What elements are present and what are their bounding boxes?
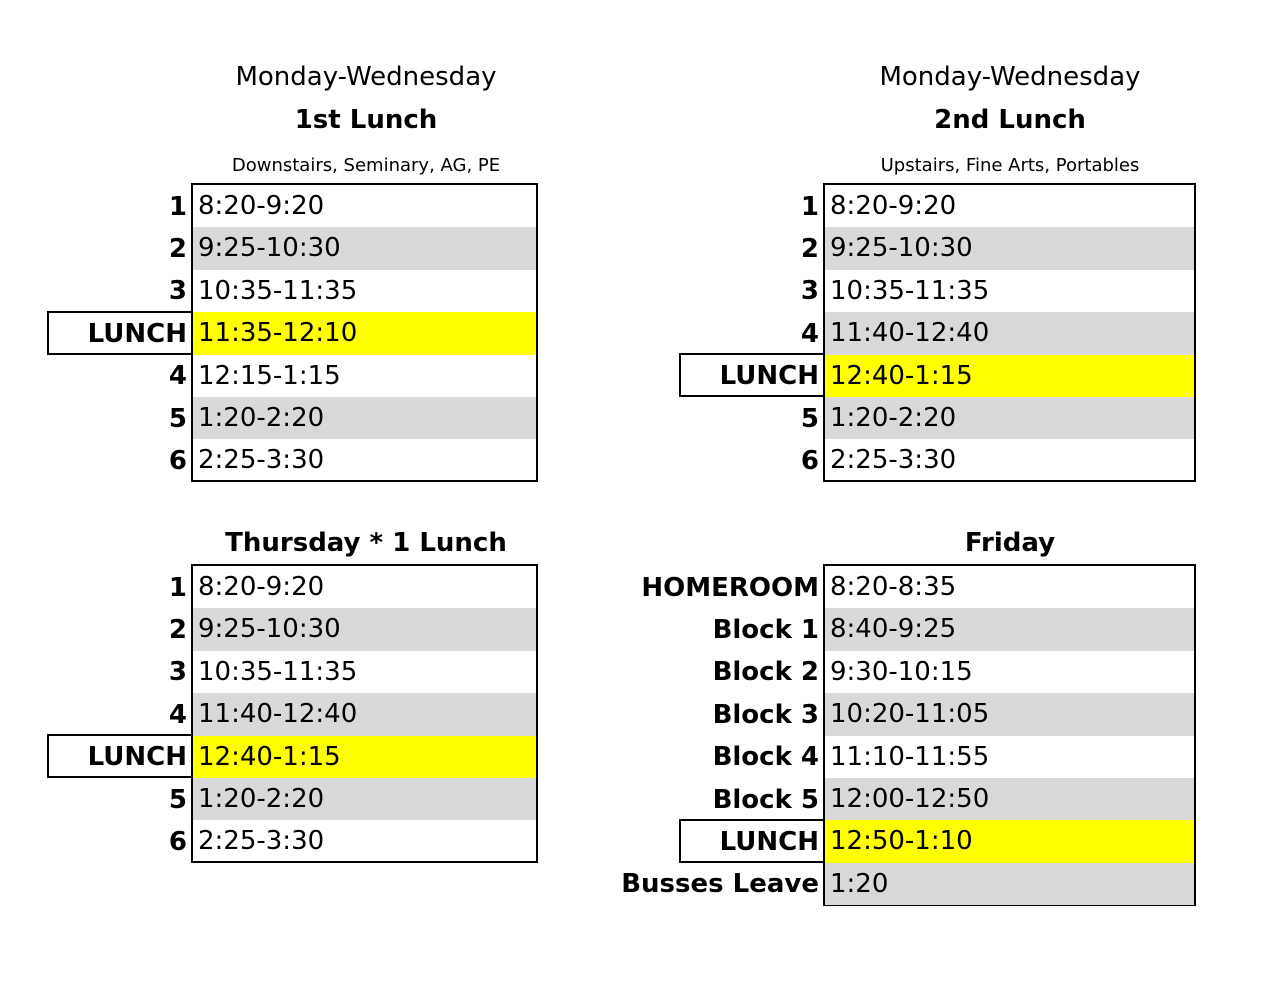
time-table xyxy=(191,564,538,863)
lunch-time-cell: 12:50-1:10 xyxy=(825,820,1194,862)
time-cell: 11:40-12:40 xyxy=(825,312,1194,354)
lunch-time-cell: 12:40-1:15 xyxy=(193,736,536,778)
time-cell: 12:00-12:50 xyxy=(825,778,1194,820)
time-cell: 8:40-9:25 xyxy=(825,608,1194,650)
period-label: 2 xyxy=(168,233,187,264)
period-label: Block 2 xyxy=(712,657,819,688)
time-table xyxy=(823,564,1196,906)
time-cell: 10:20-11:05 xyxy=(825,693,1194,735)
period-label: HOMEROOM xyxy=(641,572,819,603)
time-cell: 8:20-9:20 xyxy=(198,191,325,221)
period-label: Block 3 xyxy=(712,699,819,730)
time-cell: 10:35-11:35 xyxy=(198,656,358,687)
period-label: 4 xyxy=(168,699,187,730)
lunch-time-cell: 11:35-12:10 xyxy=(193,312,536,354)
time-cell: 10:35-11:35 xyxy=(198,275,358,306)
lunch-label: LUNCH xyxy=(679,353,823,397)
time-cell: 9:25-10:30 xyxy=(825,227,1194,269)
period-label: 2 xyxy=(168,614,187,645)
schedule-subtitle: Downstairs, Seminary, AG, PE xyxy=(231,155,501,176)
time-cell: 1:20-2:20 xyxy=(825,397,1194,439)
time-cell: 2:25-3:30 xyxy=(198,826,325,857)
lunch-label: LUNCH xyxy=(47,734,191,778)
time-cell: 10:35-11:35 xyxy=(830,275,990,306)
period-label: 1 xyxy=(168,572,187,603)
period-label: 5 xyxy=(800,403,819,434)
time-cell: 11:10-11:55 xyxy=(830,741,990,772)
time-cell: 8:20-8:35 xyxy=(830,572,957,602)
period-label: Busses Leave xyxy=(621,869,819,900)
time-cell: 2:25-3:30 xyxy=(198,445,325,476)
period-label: 6 xyxy=(168,445,187,476)
time-cell: 11:40-12:40 xyxy=(193,693,536,735)
period-label: 5 xyxy=(168,403,187,434)
time-cell: 9:30-10:15 xyxy=(830,656,973,687)
period-label: 3 xyxy=(800,276,819,307)
time-cell: 8:20-9:20 xyxy=(830,191,957,221)
time-cell: 9:25-10:30 xyxy=(193,227,536,269)
time-cell: 2:25-3:30 xyxy=(830,445,957,476)
schedule-subtitle: Upstairs, Fine Arts, Portables xyxy=(880,155,1140,176)
time-cell: 1:20-2:20 xyxy=(193,397,536,439)
period-label: 6 xyxy=(168,826,187,857)
period-label: 4 xyxy=(168,361,187,392)
period-label: 6 xyxy=(800,445,819,476)
period-label: 1 xyxy=(168,191,187,222)
lunch-label: LUNCH xyxy=(679,819,823,863)
time-cell: 1:20 xyxy=(825,863,1194,905)
period-label: 2 xyxy=(800,233,819,264)
lunch-time-cell: 12:40-1:15 xyxy=(825,355,1194,397)
schedule-title: 2nd Lunch xyxy=(934,105,1086,135)
time-table xyxy=(191,183,538,482)
time-cell: 9:25-10:30 xyxy=(193,608,536,650)
period-label: Block 1 xyxy=(712,614,819,645)
period-label: 3 xyxy=(168,276,187,307)
schedule-title: 1st Lunch xyxy=(294,105,438,135)
time-cell: 8:20-9:20 xyxy=(198,572,325,602)
schedule-day-heading: Monday-Wednesday xyxy=(879,62,1141,92)
schedule-title: Friday xyxy=(964,528,1056,558)
time-cell: 12:15-1:15 xyxy=(198,360,341,391)
schedule-title: Thursday * 1 Lunch xyxy=(225,528,507,558)
period-label: 1 xyxy=(800,191,819,222)
period-label: 4 xyxy=(800,318,819,349)
period-label: 5 xyxy=(168,784,187,815)
period-label: Block 5 xyxy=(712,784,819,815)
schedule-day-heading: Monday-Wednesday xyxy=(235,62,497,92)
time-table xyxy=(823,183,1196,482)
period-label: Block 4 xyxy=(712,742,819,773)
time-cell: 1:20-2:20 xyxy=(193,778,536,820)
period-label: 3 xyxy=(168,657,187,688)
lunch-label: LUNCH xyxy=(47,311,191,355)
